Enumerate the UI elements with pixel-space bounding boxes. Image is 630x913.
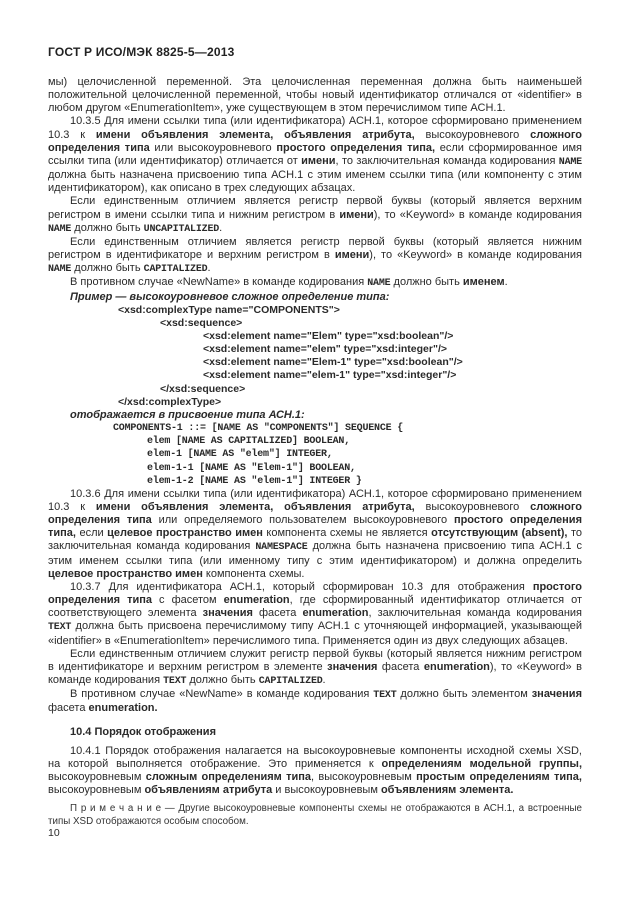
text-run: значения [531, 688, 582, 701]
text-run: или высокоуровневого [149, 141, 277, 154]
text-run: компонента схемы. [202, 567, 305, 580]
code-line: <xsd:element name="elem" type="xsd:integer"/> [203, 343, 448, 356]
text-run: простого определения типа [48, 580, 582, 607]
text-run: фасета [48, 702, 89, 715]
text-run: , заключительная команда кодирования [368, 607, 582, 620]
text-run: , где сформированный идентификатор отличается от соответствующего элемента [48, 594, 583, 620]
para-10-4-1 [48, 745, 582, 798]
text-run: высокоуровневым [48, 770, 146, 783]
text-run: NAMESPACE [255, 542, 308, 554]
text-run: 10.3.7 Для идентификатора АСН.1, который сформирован 10.3 для отображения [70, 580, 533, 593]
text-run: то заключительная команда кодирования [48, 527, 582, 553]
text-run: должно быть элементом [396, 688, 532, 701]
text-run: простого определения типа, [48, 514, 582, 540]
text-run: если [75, 527, 108, 540]
text-run: NAME [48, 223, 72, 235]
text-run: 10.4.1 Порядок отображения налагается на высокоуровневые компоненты исходной схемы XSD, на которой выполняется отображение. Это применяется к [48, 744, 582, 770]
xsd-example-code [48, 304, 582, 409]
text-run: enumeration [223, 594, 290, 607]
text-run: 10.3.5 Для имени ссылки типа (или идентификатора) АСН.1, которое сформировано применением 10.3 к [48, 115, 582, 141]
text-run: имени [301, 154, 336, 167]
text-run: П р и м е ч а н и е — Другие высокоуровневые компоненты схемы не отображаются в АСН.1, а встроенные типы XSD отображаются особым способом. [48, 803, 582, 827]
text-run: имени объявления элемента, объявления атрибута, [95, 501, 415, 513]
text-run: 10.3.6 Для имени ссылки типа (или идентификатора) АСН.1, которое сформировано применением 10.3 к [48, 487, 582, 513]
text-run: высокоуровневым [48, 784, 145, 797]
text-run: объявлениям элемента. [380, 784, 514, 797]
text-run: фасета [377, 660, 424, 673]
code-line: elem-1-1 [NAME AS "Elem-1"] BOOLEAN, [147, 462, 356, 474]
text-run: отображается в присвоение типа АСН.1: [70, 408, 305, 421]
text-run: ), то «Keyword» в команде кодирования [369, 249, 582, 262]
code-line: <xsd:sequence> [160, 316, 243, 329]
text-run: целевое пространство имен [107, 527, 263, 540]
text-run: ), то «Keyword» в команде кодирования [48, 660, 582, 687]
para-text-newname [48, 688, 582, 715]
text-run: Если единственным отличием является регистр первой буквы (который является верхним регистром в имени ссылки типа и нижним регистром в [48, 195, 582, 221]
text-run: TEXT [373, 690, 397, 702]
para-10-3-6 [48, 488, 582, 581]
text-run: NAME [48, 264, 72, 276]
text-run: ), то «Keyword» в команде кодирования [373, 208, 582, 221]
text-run: если сформированное имя ссылки типа (или идентификатор) отличается от [48, 141, 582, 167]
text-run: В противном случае «NewName» в команде кодирования [70, 276, 368, 289]
para-10-3-7 [48, 581, 582, 648]
text-run: или определяемого пользователем высокоуровневого [151, 514, 454, 527]
text-run: компонента схемы не является [262, 527, 432, 540]
text-run: Если единственным отличием служит регистр первой буквы (который является нижним регистром в идентификаторе и верхним регистром в элементе [48, 647, 582, 673]
text-run: , то заключительная команда кодирования [335, 154, 559, 167]
code-line: <xsd:element name="elem-1" type="xsd:integer"/> [203, 369, 457, 382]
text-run: имени [334, 249, 370, 262]
text-run: Пример — высокоуровневое сложное определение типа: [70, 290, 390, 303]
text-run: простым определениям типа, [416, 770, 582, 783]
example-caption [48, 291, 582, 304]
example-mapping-caption [48, 409, 582, 422]
text-run: целевое пространство имен [48, 567, 203, 580]
text-run: значения [327, 660, 378, 673]
code-line: <xsd:complexType name="COMPONENTS"> [118, 303, 340, 316]
text-run: 10.4 Порядок отображения [70, 725, 216, 738]
text-run: отсутствующим (absent), [431, 527, 568, 540]
text-run: и высокоуровневым [272, 784, 381, 797]
text-run: мы) целочисленной переменной. Эта целочисленная переменная должна быть наименьшей положительной целочисленной переменной, чтобы новый идентификатор отличался от «identifier» в любом другом «EnumerationItem», уже существующем в этом перечислимом типе АСН.1. [48, 76, 582, 115]
text-run: UNCAPITALIZED [143, 223, 220, 235]
text-run: В противном случае «NewName» в команде кодирования [70, 688, 374, 701]
code-line: </xsd:complexType> [118, 395, 222, 408]
document-blocks [48, 76, 582, 828]
text-run: должна быть присвоена перечислимому типу АСН.1 с уточняющей информацией, указывающей «identifier» в «EnumerationItem» перечислимого типа. Применяется один из двух следующих абзацев. [48, 620, 582, 647]
text-run: объявлениям атрибута [144, 784, 273, 797]
text-run: Если единственным отличием является регистр первой буквы (который является нижним регистром в идентификаторе и верхним регистром в [48, 235, 582, 262]
asn1-example-code [48, 422, 582, 488]
text-run: CAPITALIZED [143, 264, 208, 276]
text-run: . [219, 221, 223, 234]
text-run: должно быть [71, 262, 144, 275]
text-run: имени объявления элемента, объявления атрибута, [95, 128, 415, 141]
page-number: 10 [48, 827, 60, 839]
text-run: высокоуровневого [414, 128, 531, 141]
text-run: enumeration [302, 607, 369, 620]
text-run: . [504, 276, 508, 289]
text-run: . [322, 674, 326, 687]
code-line: elem [NAME AS CAPITALIZED] BOOLEAN, [147, 436, 351, 448]
code-line: <xsd:element name="Elem-1" type="xsd:boolean"/> [203, 356, 463, 369]
text-run: CAPITALIZED [258, 676, 323, 688]
code-line: elem-1-2 [NAME AS "elem-1"] INTEGER } [147, 475, 362, 487]
note-paragraph [48, 803, 582, 828]
code-line: <xsd:element name="Elem" type="xsd:boolean"/> [203, 329, 454, 342]
text-run: высокоуровневого [414, 501, 531, 513]
text-run: TEXT [163, 676, 187, 688]
text-run: с фасетом [152, 594, 224, 607]
text-run: сложным определениям типа [145, 770, 312, 783]
para-continuation [48, 76, 582, 115]
text-run: , высокоуровневым [311, 770, 417, 783]
text-run: сложного определения типа [48, 128, 582, 154]
text-run: простого определения типа, [276, 141, 436, 154]
text-run: должно быть [71, 221, 144, 234]
text-run: enumeration [423, 660, 490, 673]
para-text-capitalized [48, 648, 582, 688]
text-run: NAME [367, 278, 391, 290]
text-run: фасета [252, 607, 303, 620]
text-run: значения [202, 607, 253, 620]
para-capitalized [48, 236, 582, 276]
text-run: должна быть назначена присвоению типа АСН.1 с этим именем ссылки типа (или именному типу с этим идентификатором) и должна определить [48, 540, 582, 567]
text-run: сложного определения типа [48, 501, 582, 527]
text-run: должно быть [390, 276, 463, 289]
text-run: определениям модельной группы, [381, 757, 582, 770]
text-run: NAME [558, 156, 582, 168]
para-10-3-5 [48, 115, 582, 195]
code-line: elem-1 [NAME AS "elem"] INTEGER, [147, 449, 333, 461]
section-heading-10-4 [48, 726, 582, 739]
text-run: должно быть [186, 674, 259, 687]
code-line: COMPONENTS-1 ::= [NAME AS "COMPONENTS"] SEQUENCE { [113, 423, 404, 435]
text-run: TEXT [48, 622, 72, 634]
standard-designation: ГОСТ Р ИСО/МЭК 8825-5—2013 [48, 45, 235, 59]
text-run: должна быть назначена присвоению типа АСН.1 с этим именем ссылки типа (или компоненту с этим идентификатором), как описано в трех следующих абзацах. [48, 169, 582, 195]
para-newname [48, 276, 582, 290]
text-run: именем [462, 276, 505, 289]
text-run: имени [339, 208, 374, 221]
code-line: </xsd:sequence> [160, 382, 246, 395]
para-uncapitalized [48, 195, 582, 235]
text-run: . [207, 262, 211, 275]
text-run: enumeration. [88, 702, 158, 715]
